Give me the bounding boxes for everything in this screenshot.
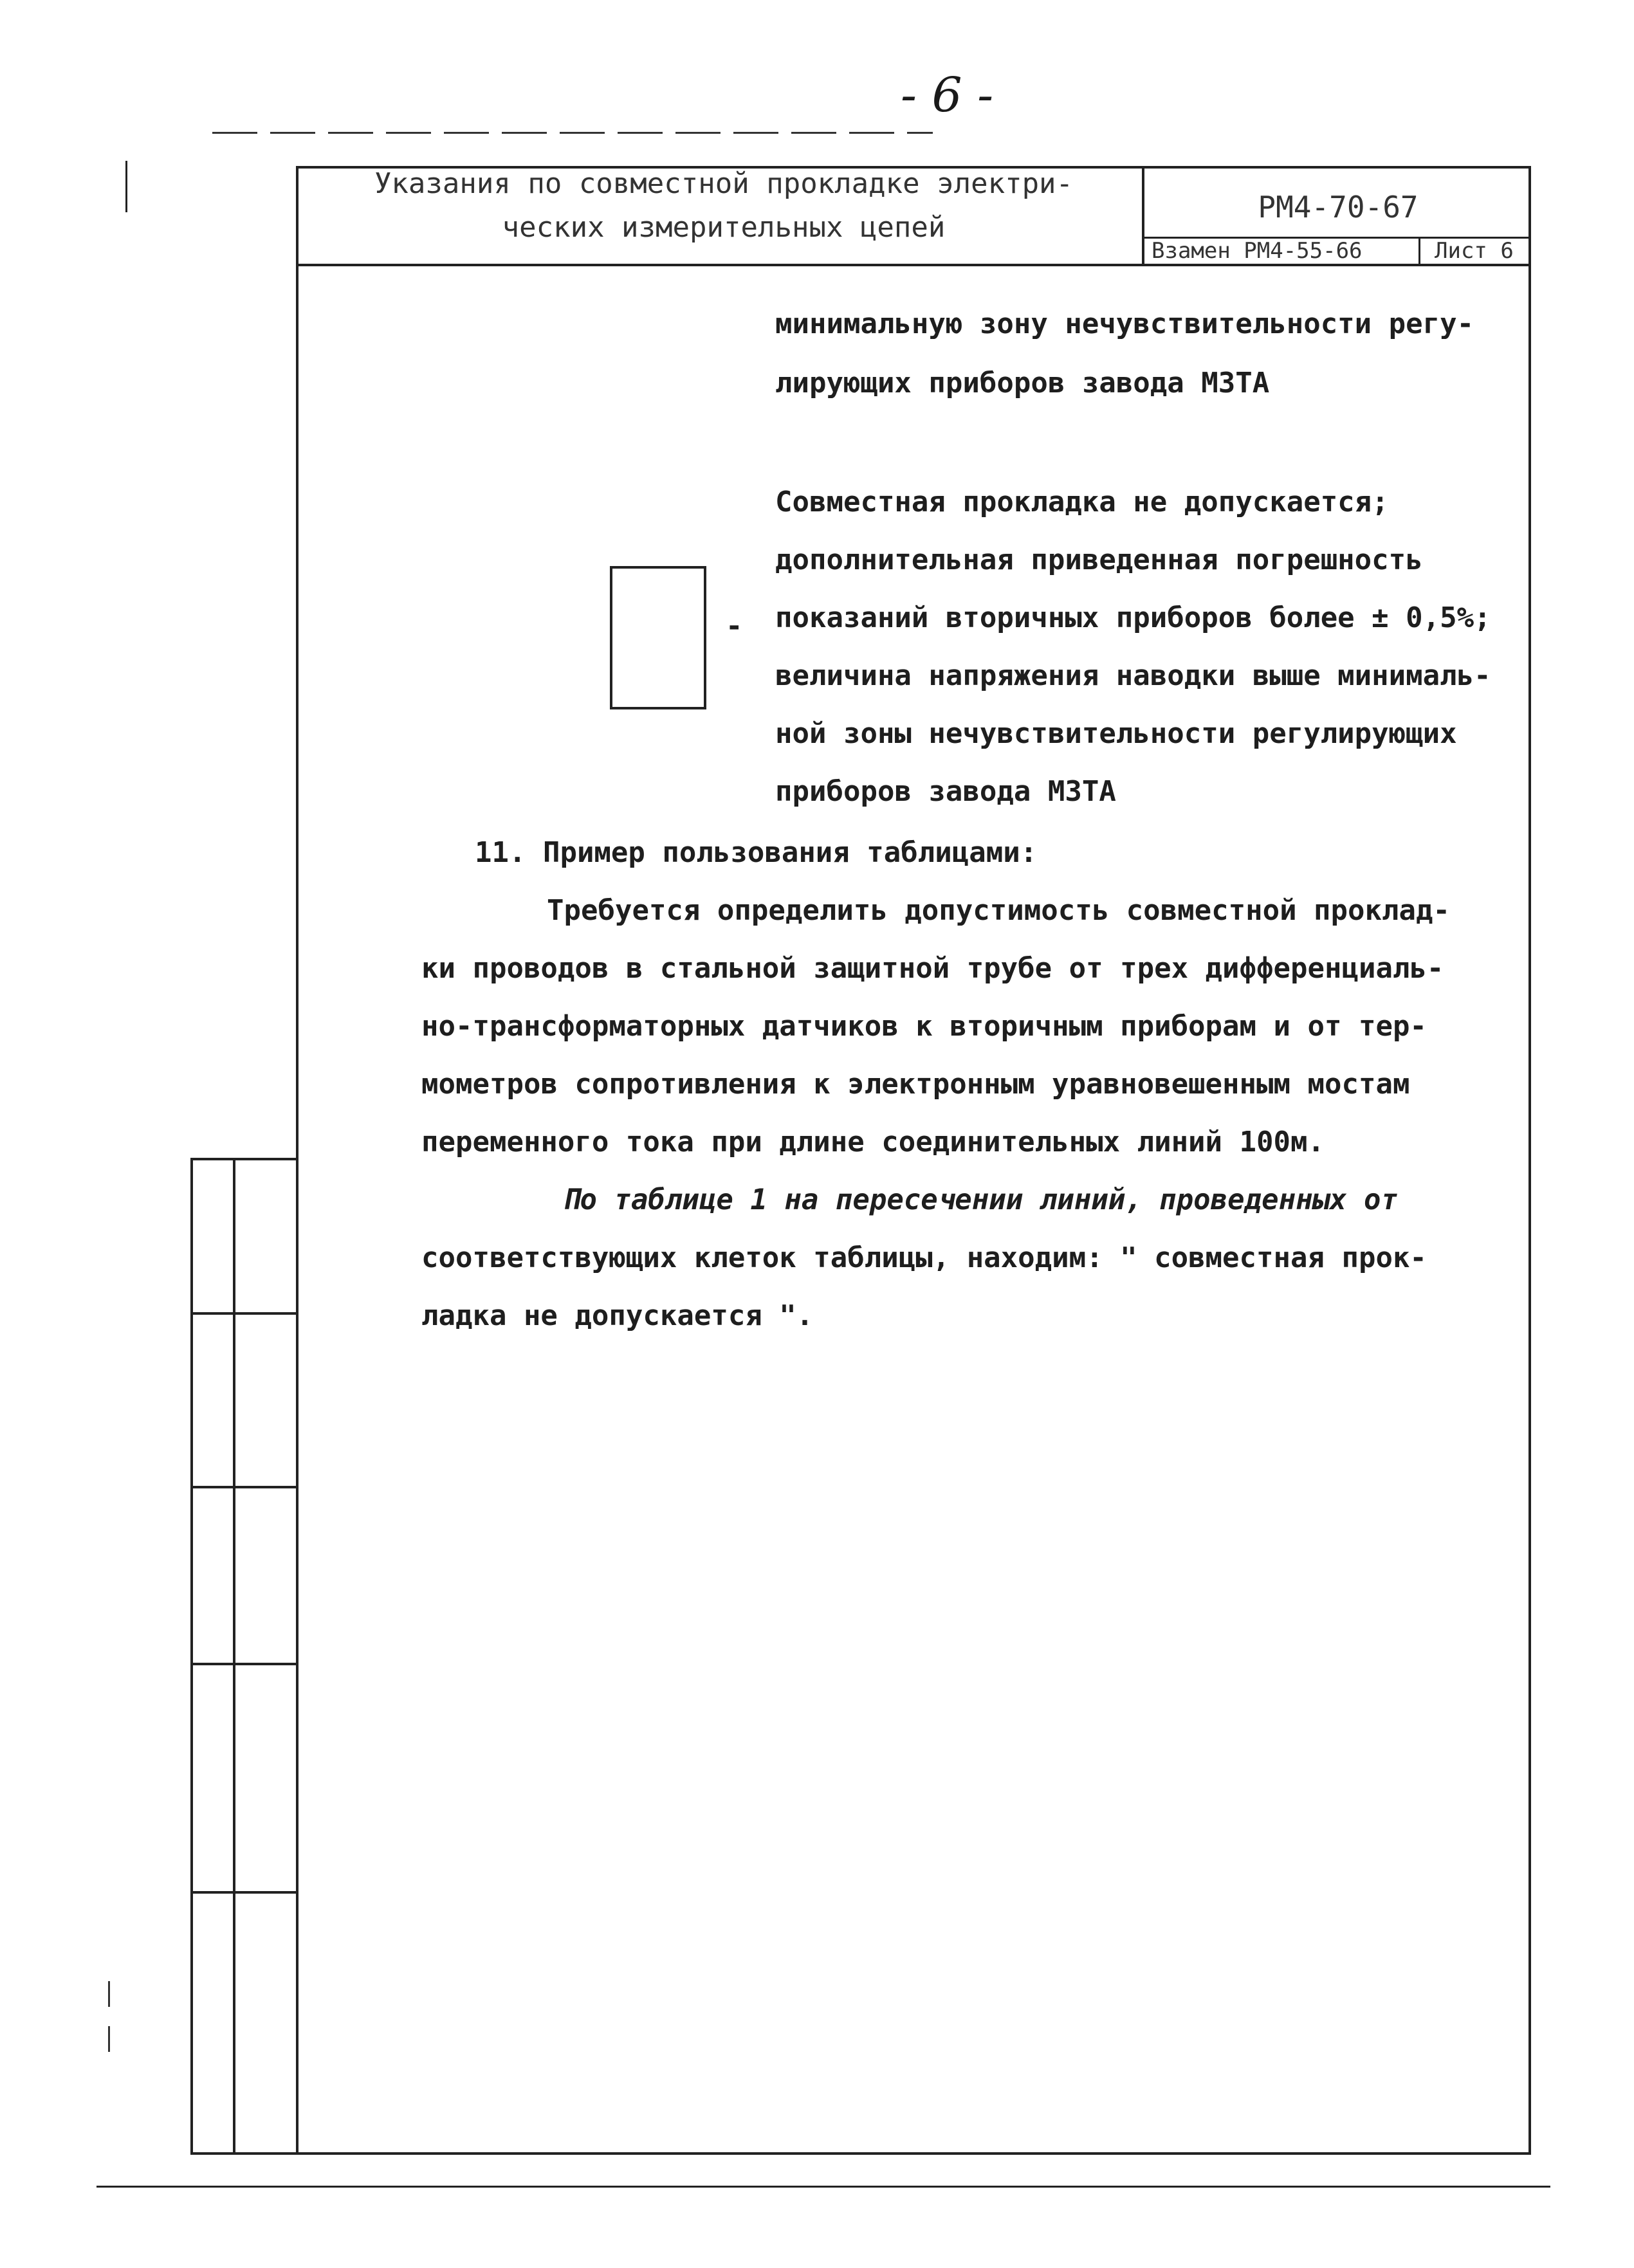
paragraph-line: но-трансформаторных датчиков к вторичным приборам и от тер- — [421, 1010, 1427, 1043]
header-divider — [1142, 166, 1144, 266]
stamp-strip-line — [190, 1158, 298, 1160]
stamp-strip-line — [190, 1663, 298, 1665]
body-line: показаний вторичных приборов более ± 0,5%; — [775, 601, 1491, 634]
body-line: дополнительная приведенная погрешность — [775, 544, 1423, 576]
paragraph-line: ладка не допускается ". — [421, 1299, 814, 1332]
document-code: РМ4-70-67 — [1258, 190, 1418, 224]
page-number: - 6 - — [901, 68, 994, 123]
body-line: ной зоны нечувствительности регулирующих — [775, 717, 1457, 750]
paragraph-line: По таблице 1 на пересечении линий, проведенных от — [563, 1184, 1399, 1216]
header-sheet-divider — [1418, 237, 1420, 266]
frame-right-border — [1528, 166, 1531, 2154]
section-heading: 11. Пример пользования таблицами: — [475, 836, 1038, 869]
frame-bottom-border — [190, 2152, 1531, 2155]
dash-separator: - — [726, 610, 743, 643]
stamp-strip-line — [190, 1312, 298, 1315]
body-line: величина напряжения наводки выше минималь- — [775, 659, 1491, 692]
top-dashed-rule — [212, 132, 933, 134]
paragraph-line: ки проводов в стальной защитной трубе от трех дифференциаль- — [421, 952, 1444, 985]
replaces-note: Взамен РМ4-55-66 — [1152, 238, 1363, 264]
header-bottom-border — [296, 264, 1531, 266]
body-line: минимальную зону нечувствительности регу- — [775, 307, 1474, 340]
sheet-number: Лист 6 — [1435, 238, 1514, 264]
paragraph-line: Требуется определить допустимость совместной проклад- — [547, 894, 1450, 927]
page-bottom-rule — [96, 2186, 1550, 2188]
left-edge-dash — [108, 1981, 110, 2071]
table-cell-symbol — [610, 566, 706, 709]
stamp-strip-mid-border — [233, 1158, 235, 2154]
body-line: Совместная прокладка не допускается; — [775, 486, 1389, 518]
stamp-strip-line — [190, 1891, 298, 1894]
body-line: лирующих приборов завода МЗТА — [775, 367, 1270, 399]
left-edge-tick — [125, 161, 127, 212]
stamp-strip-left-border — [190, 1158, 193, 2154]
paragraph-line: мометров сопротивления к электронным уравновешенным мостам — [421, 1068, 1410, 1101]
stamp-strip-line — [190, 1486, 298, 1488]
document-title: Указания по совместной прокладке электри- ческих измерительных цепей — [374, 167, 1074, 244]
body-line: приборов завода МЗТА — [775, 775, 1116, 808]
paragraph-line: соответствующих клеток таблицы, находим: " совместная прок- — [421, 1241, 1427, 1274]
paragraph-line: переменного тока при длине соединительных линий 100м. — [421, 1126, 1325, 1158]
